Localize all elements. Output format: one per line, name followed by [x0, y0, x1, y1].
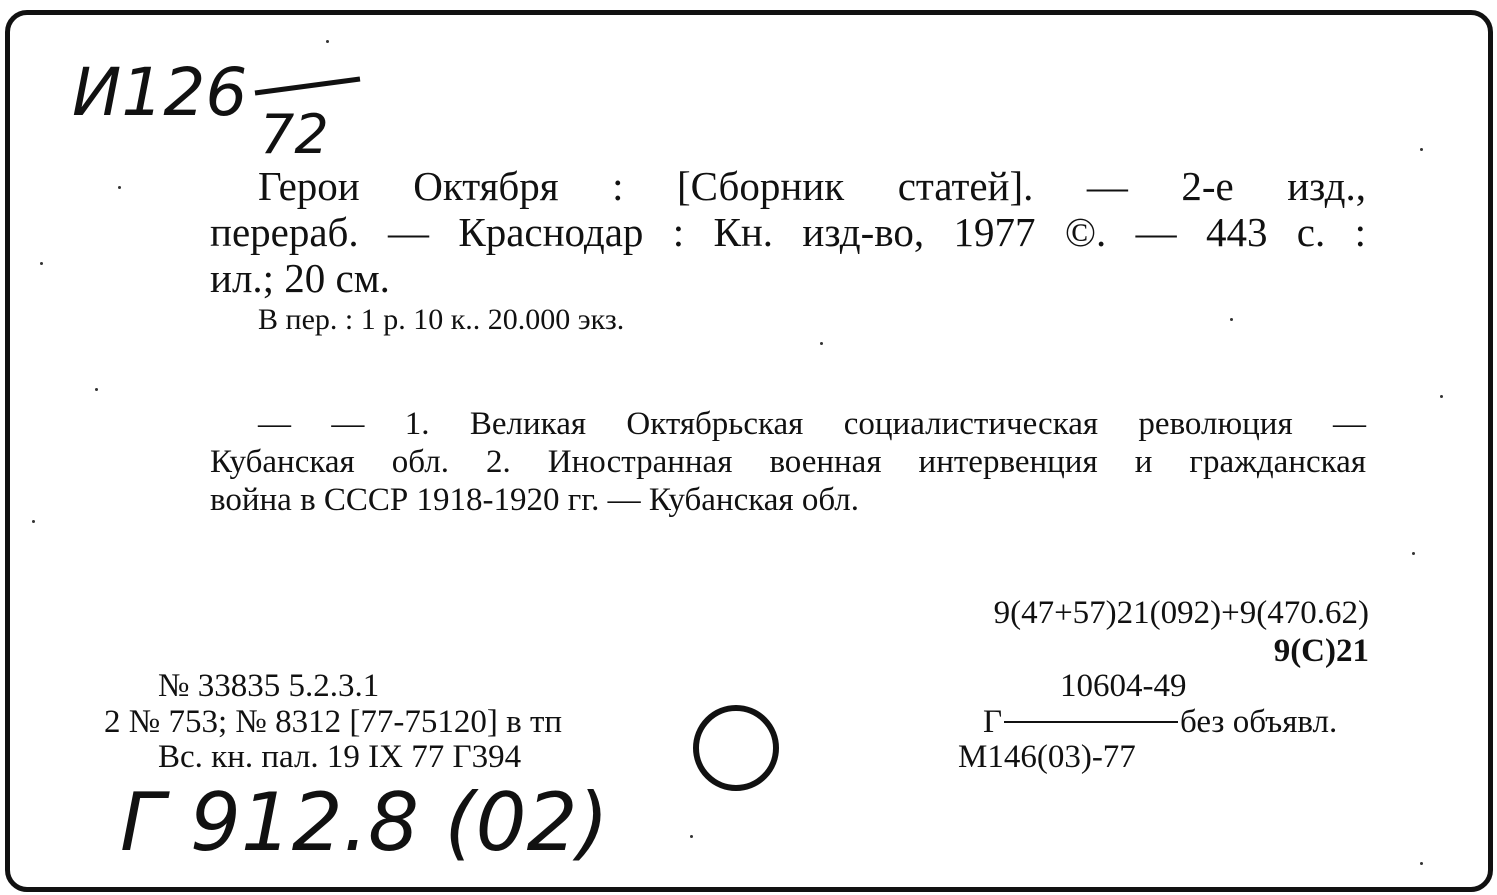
speck — [690, 835, 693, 838]
fraction-right: без объявл. — [1180, 704, 1338, 740]
speck — [1412, 552, 1415, 555]
handwritten-shelf-mark — [60, 45, 380, 165]
speck — [820, 342, 823, 345]
speck — [40, 262, 43, 265]
speck — [326, 40, 329, 43]
classification-line-1: 9(47+57)21(092)+9(470.62) — [993, 595, 1369, 631]
fraction-line — [1004, 721, 1178, 723]
bottom-left-line-3: Вс. кн. пал. 19 IX 77 Г394 — [158, 739, 522, 775]
bottom-left-line-2: 2 № 753; № 8312 [77-75120] в тп — [104, 704, 563, 740]
title-line-3: ил.; 20 см. — [210, 255, 390, 301]
speck — [32, 520, 35, 523]
speck — [1230, 318, 1233, 321]
fraction-top: 10604-49 — [1060, 668, 1187, 704]
call-number-text: Г 912.8 (02) — [120, 776, 609, 869]
title-line-2: перераб. — Краснодар : Кн. изд-во, 1977 ©. — 443 с. : — [210, 209, 1366, 255]
price-line: В пер. : 1 р. 10 к.. 20.000 экз. — [258, 303, 625, 336]
speck — [118, 186, 121, 189]
classification-line-2: 9(C)21 — [1273, 633, 1369, 669]
subject-line-2: Кубанская обл. 2. Иностранная военная интервенция и гражданская — [210, 444, 1366, 480]
fraction-left: Г — [983, 704, 1003, 740]
subject-line-3: война в СССР 1918-1920 гг. — Кубанская обл. — [210, 482, 860, 518]
speck — [1420, 862, 1423, 865]
bottom-left-line-1: № 33835 5.2.3.1 — [158, 668, 380, 704]
shelf-mark-bottom: 72 — [260, 103, 329, 165]
handwritten-call-number — [110, 770, 730, 880]
speck — [95, 388, 98, 391]
shelf-mark-fraction-line — [255, 79, 360, 93]
fraction-bottom: М146(03)-77 — [958, 739, 1136, 775]
shelf-mark-top: И126 — [72, 54, 248, 131]
speck — [1420, 148, 1423, 151]
subject-line-1: — — 1. Великая Октябрьская социалистическая революция — — [258, 406, 1366, 442]
title-line-1: Герои Октября : [Сборник статей]. — 2-е изд., — [258, 163, 1366, 209]
speck — [1440, 395, 1443, 398]
